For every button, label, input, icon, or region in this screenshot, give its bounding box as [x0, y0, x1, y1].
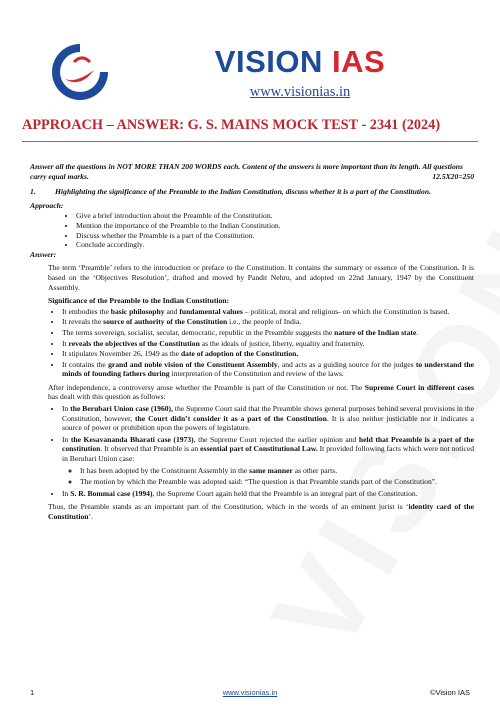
text-run-bold: identity card of the Constitution — [48, 502, 474, 521]
approach-label: Approach: — [30, 200, 64, 210]
vision-ias-logo-icon — [48, 40, 112, 104]
text-run: , the Supreme Court again held that the Preamble is an integral part of the Constitution. — [152, 488, 418, 498]
case-sub-item: ◦ The motion by which the Preamble was adopted said: “The question is that Preamble stands part of the Constitution”. — [80, 477, 474, 487]
instructions — [30, 162, 474, 181]
text-run: In — [62, 488, 71, 498]
significance-item — [62, 328, 474, 338]
approach-item: • Mention the importance of the Preamble to the Indian Constitution. — [76, 221, 474, 231]
text-run-bold: grand and noble vision of the Constituent Assembly — [108, 359, 278, 369]
text-run-bold: S. R. Bommai case (1994) — [70, 488, 153, 498]
text-run: The terms sovereign, socialist, secular, democratic, republic in the Preamble suggests the — [62, 327, 335, 337]
text-run: It reveals the — [62, 317, 104, 327]
case-item — [62, 404, 474, 433]
text-run-bold: to understand the minds of founding fathers during — [62, 359, 474, 379]
significance-item — [62, 360, 474, 379]
approach-item: • Discuss whether the Preamble is a part of the Constitution. — [76, 231, 474, 241]
text-run-bold: date of adoption of the Constitution. — [180, 349, 299, 359]
significance-item — [62, 339, 474, 349]
text-run: ’. — [88, 512, 93, 521]
text-run-bold: source of authority of the Constitution — [103, 317, 228, 327]
significance-item — [62, 349, 474, 359]
brand-name — [150, 44, 450, 80]
approach-list — [30, 211, 474, 249]
text-run: In — [62, 404, 71, 414]
text-run: and — [164, 306, 180, 316]
text-run: It has been adopted by the Constituent Assembly in the — [80, 465, 250, 475]
text-run: , and acts as a guiding source for the judges — [277, 359, 416, 369]
text-run: as other parts. — [292, 465, 338, 475]
footer-url-link[interactable]: www.visionias.in — [222, 688, 278, 697]
text-run: the Supreme Court said that the Preamble shows general purposes behind several provisions in the Constitution, however, — [62, 404, 474, 423]
answer-intro: The term ‘Preamble’ refers to the introduction or preface to the Constitution. It contains the summary or essence of the Constitution. It is based on the ‘Objectives Resolution’, drafted and moved by Pandit Nehru, and adopted on 22nd January, 1947 by the Constituent Assembly. — [48, 263, 474, 292]
instructions-marks: 12.5X20=250 — [432, 171, 474, 181]
case-item — [62, 435, 474, 487]
text-run-bold: the Kesavananda Bharati case (1973) — [70, 434, 194, 444]
text-run: . It is also neither justiciable nor it indicates a source of power or prohibition upon the powers of legislature. — [62, 413, 474, 433]
brand-header — [150, 44, 450, 101]
title-divider — [22, 141, 478, 142]
text-run-bold: essential part of Constitutional Law. — [200, 444, 318, 454]
text-run: has dealt with this question as follows: — [48, 392, 166, 402]
text-run: – political, moral and religious- on which the Constitution is based. — [242, 306, 450, 316]
text-run-bold: basic philosophy — [110, 306, 165, 316]
question-text: Highlighting the significance of the Preamble to the Indian Constitution, discuss whether it is a part of the Constitution. — [55, 187, 431, 197]
text-run-bold: Supreme Court in different cases — [364, 382, 474, 392]
answer-label: Answer: — [30, 249, 57, 259]
significance-item — [62, 307, 474, 317]
brand-name-vision: VISION — [214, 44, 323, 79]
question-number: 1. — [30, 187, 36, 197]
text-run-bold: fundamental values — [179, 306, 243, 316]
page-title: APPROACH – ANSWER: G. S. MAINS MOCK TEST - 2341 (2024) — [22, 117, 441, 133]
text-run: . It observed that Preamble is an — [100, 444, 201, 454]
text-run: It — [62, 338, 69, 348]
instructions-text: Answer all the questions in NOT MORE THAN 200 WORDS each. Content of the answers is more important than its length. All questions carry equal marks. — [30, 162, 463, 181]
text-run: as the ideals of justice, liberty, equality and fraternity. — [199, 338, 365, 348]
text-run: Thus, the Preamble stands as an important part of the Constitution, which in the words of an eminent jurist is ‘ — [48, 502, 409, 512]
controversy-paragraph — [48, 383, 474, 402]
text-run: It provided following facts which were not noticed in Berubari Union case: — [62, 444, 474, 464]
cases-list — [48, 404, 474, 498]
brand-name-ias: IAS — [332, 44, 386, 79]
text-run: It embodies the — [62, 306, 111, 316]
significance-heading: Significance of the Preamble to the Indian Constitution: — [48, 296, 230, 306]
significance-list — [48, 307, 474, 379]
answer-body — [30, 263, 474, 521]
approach-item: • Give a brief introduction about the Preamble of the Constitution. — [76, 211, 474, 221]
question — [30, 187, 474, 197]
text-run: , the Supreme Court rejected the earlier opinion and — [193, 434, 359, 444]
main-content — [30, 162, 474, 522]
case-sub-list — [62, 466, 474, 487]
text-run-bold: reveals the objectives of the Constitution — [68, 338, 200, 348]
text-run: In — [62, 434, 71, 444]
approach-item: • Conclude accordingly. — [76, 240, 474, 250]
header-url-link[interactable]: www.visionias.in — [249, 84, 351, 100]
text-run: It stipulates November 26, 1949 as the — [62, 349, 181, 359]
text-run: interpretation of the Constitution and review of the laws. — [169, 369, 344, 379]
text-run-bold: the Court didn’t consider it as a part of the Constitution — [135, 413, 327, 423]
case-item — [62, 489, 474, 499]
case-sub-item — [80, 466, 474, 476]
footer-copyright: ©Vision IAS — [430, 688, 470, 697]
text-run: It contains the — [62, 359, 109, 369]
text-run: i.e., the people of India. — [227, 317, 302, 327]
text-run-bold: held that Preamble is a part of the constitution — [62, 434, 475, 454]
text-run-bold: the Berubari Union case (1960), — [70, 404, 173, 414]
significance-item — [62, 317, 474, 327]
text-run: After independence, a controversy arose whether the Preamble is part of the Constitution or not. The — [48, 382, 365, 392]
text-run: . — [416, 327, 419, 337]
text-run-bold: same manner — [249, 465, 293, 475]
text-run-bold: nature of the Indian state — [334, 327, 417, 337]
page-number: 1 — [30, 688, 35, 697]
conclusion-paragraph — [48, 502, 474, 521]
